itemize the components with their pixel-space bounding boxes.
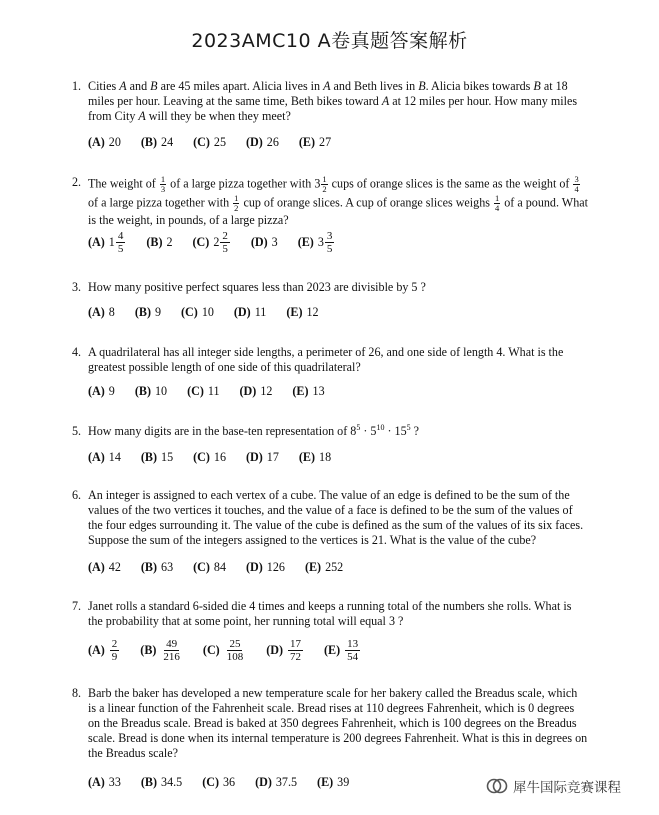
page-title: 2023AMC10 A卷真题答案解析 (191, 30, 468, 52)
problem-text: Barb the baker has developed a new temperature scale for her bakery called the Breadus scale, which is a linear function of the Fahrenheit scale. Bread rises at 110 degrees Fahrenheit, which is 0 degrees on the Breadus scale. Bread is baked at 350 degrees Fahrenheit, which is 100 degrees on the Breadus scale. Bread is done when its internal temperature is 200 degrees Fahrenheit. What is this in degrees on the Breadus scale? (88, 686, 588, 760)
fraction: $\frac{25}{108}$ (226, 638, 244, 663)
choice-c[interactable]: (C) 11 (187, 384, 220, 398)
fraction: $\frac{1}{2}$ (322, 174, 327, 194)
problem-text: The weight of $\frac{1}{3}$ of a large pizza together with 3 $\frac{1}{2}$ cups of orange slices is the same as the weight of $\frac{3}{4}$ of a large pizza together with $\frac{1}{2}$ cup of orange slices. A cup of orange slices weighs $\frac{1}{4}$ of a pound. What is the weight, in pounds, of a large pizza? (88, 174, 588, 227)
choice-e[interactable]: (E) 27 (298, 135, 332, 149)
choice-b[interactable]: (B) 24 (140, 135, 174, 149)
choice-a[interactable]: (A) 1 $\frac{4}{5}$ (88, 230, 124, 255)
fraction: $\frac{1}{3}$ (160, 174, 166, 194)
choice-d[interactable]: (D) $\frac{17}{72}$ (266, 638, 302, 663)
wechat-official-account-icon (486, 777, 508, 795)
problem-8 (72, 686, 588, 761)
choice-b[interactable]: (B) $\frac{49}{216}$ (140, 638, 180, 663)
choice-c[interactable]: (C) $\frac{25}{108}$ (202, 638, 244, 663)
choice-c[interactable]: (C) 2 $\frac{2}{5}$ (192, 230, 228, 255)
choice-b[interactable]: (B) 15 (140, 450, 174, 464)
answer-choices-5 (88, 450, 351, 465)
problem-number: 7. (72, 599, 82, 613)
choice-a[interactable]: (A) 9 (88, 384, 115, 398)
choice-d[interactable]: (D) 3 (250, 235, 278, 249)
answer-choices-6 (88, 560, 363, 575)
problem-text: How many positive perfect squares less than 2023 are divisible by 5 ? (88, 280, 426, 294)
fraction: $\frac{2}{5}$ (222, 230, 228, 255)
watermark-text: 犀牛国际竞赛课程 (513, 780, 621, 796)
choice-c[interactable]: (C) 84 (193, 560, 226, 574)
choice-e[interactable]: (E) $\frac{13}{54}$ (324, 638, 359, 663)
problem-text: Cities A and B are 45 miles apart. Alicia lives in A and Beth lives in B. Alicia bikes towards B at 18 miles per hour. Leaving at the same time, Beth bikes toward A at 12 miles per hour. How many miles from City A will they be when they meet? (88, 79, 578, 123)
answer-choices-4 (88, 384, 345, 399)
choice-a[interactable]: (A) 33 (88, 775, 121, 789)
choice-c[interactable]: (C) 10 (181, 305, 214, 319)
fraction: $\frac{49}{216}$ (163, 638, 180, 663)
problem-number: 6. (72, 488, 82, 502)
problem-1 (72, 79, 588, 124)
fraction: $\frac{1}{2}$ (234, 193, 239, 213)
problem-text: How many digits are in the base-ten representation of $8^5 \cdot 5^{10} \cdot 15^5$ ? (88, 422, 420, 438)
problem-number: 4. (72, 345, 82, 359)
choice-d[interactable]: (D) 37.5 (255, 775, 298, 789)
problem-4 (72, 345, 588, 375)
fraction: $\frac{1}{4}$ (494, 193, 500, 213)
problem-7 (72, 599, 588, 629)
problem-2 (72, 175, 588, 229)
choice-b[interactable]: (B) 34.5 (140, 775, 183, 789)
problem-text: A quadrilateral has all integer side lengths, a perimeter of 26, and one side of length 4. What is the greatest possible length of one side of this quadrilateral? (88, 345, 564, 374)
choice-b[interactable]: (B) 10 (134, 384, 168, 398)
problem-text: Janet rolls a standard 6-sided die 4 times and keeps a running total of the numbers she rolls. What is the probability that at some point, her running total will equal 3 ? (88, 599, 572, 628)
problem-5 (72, 424, 588, 439)
fraction: $\frac{13}{54}$ (347, 638, 359, 663)
choice-a[interactable]: (A) $\frac{2}{9}$ (88, 638, 118, 663)
choice-e[interactable]: (E) 39 (317, 775, 350, 789)
choice-d[interactable]: (D) 12 (239, 384, 273, 398)
choice-d[interactable]: (D) 126 (246, 560, 285, 574)
problem-6 (72, 488, 588, 548)
fraction: $\frac{3}{5}$ (326, 230, 333, 255)
choice-a[interactable]: (A) 8 (88, 305, 115, 319)
problem-number: 5. (72, 424, 82, 438)
choice-d[interactable]: (D) 11 (233, 305, 267, 319)
answer-choices-8 (88, 775, 369, 790)
answer-choices-1 (88, 135, 351, 150)
problem-number: 8. (72, 686, 82, 700)
choice-a[interactable]: (A) 14 (88, 450, 121, 464)
choice-c[interactable]: (C) 25 (193, 135, 226, 149)
choice-b[interactable]: (B) 63 (140, 560, 174, 574)
choice-e[interactable]: (E) 252 (304, 560, 344, 574)
choice-b[interactable]: (B) 2 (146, 235, 173, 249)
fraction: $\frac{2}{9}$ (111, 638, 118, 663)
watermark (486, 776, 621, 796)
choice-a[interactable]: (A) 42 (88, 560, 121, 574)
choice-e[interactable]: (E) 18 (298, 450, 332, 464)
answer-choices-7 (88, 638, 381, 663)
choice-c[interactable]: (C) 16 (193, 450, 226, 464)
choice-b[interactable]: (B) 9 (134, 305, 162, 319)
problem-3 (72, 280, 588, 295)
fraction: $\frac{17}{72}$ (290, 638, 302, 663)
choice-e[interactable]: (E) 13 (292, 384, 325, 398)
problem-number: 1. (72, 79, 82, 93)
problem-number: 2. (72, 175, 82, 189)
choice-e[interactable]: (E) 12 (286, 305, 319, 319)
fraction: $\frac{4}{5}$ (117, 230, 124, 255)
choice-d[interactable]: (D) 26 (246, 135, 279, 149)
answer-choices-3 (88, 305, 339, 320)
choice-c[interactable]: (C) 36 (202, 775, 236, 789)
problem-number: 3. (72, 280, 82, 294)
choice-d[interactable]: (D) 17 (246, 450, 279, 464)
answer-choices-2 (88, 230, 355, 255)
problem-text: An integer is assigned to each vertex of a cube. The value of an edge is defined to be the sum of the values of the two vertices it touches, and the value of a face is defined to be the sum of the values of the four edges surrounding it. The value of the cube is defined as the sum of the values of its six faces. Suppose the sum of the integers assigned to the vertices is 21. What is the value of the cube? (88, 488, 584, 547)
choice-a[interactable]: (A) 20 (88, 135, 121, 149)
fraction: $\frac{3}{4}$ (574, 174, 579, 194)
choice-e[interactable]: (E) 3 $\frac{3}{5}$ (297, 230, 333, 255)
